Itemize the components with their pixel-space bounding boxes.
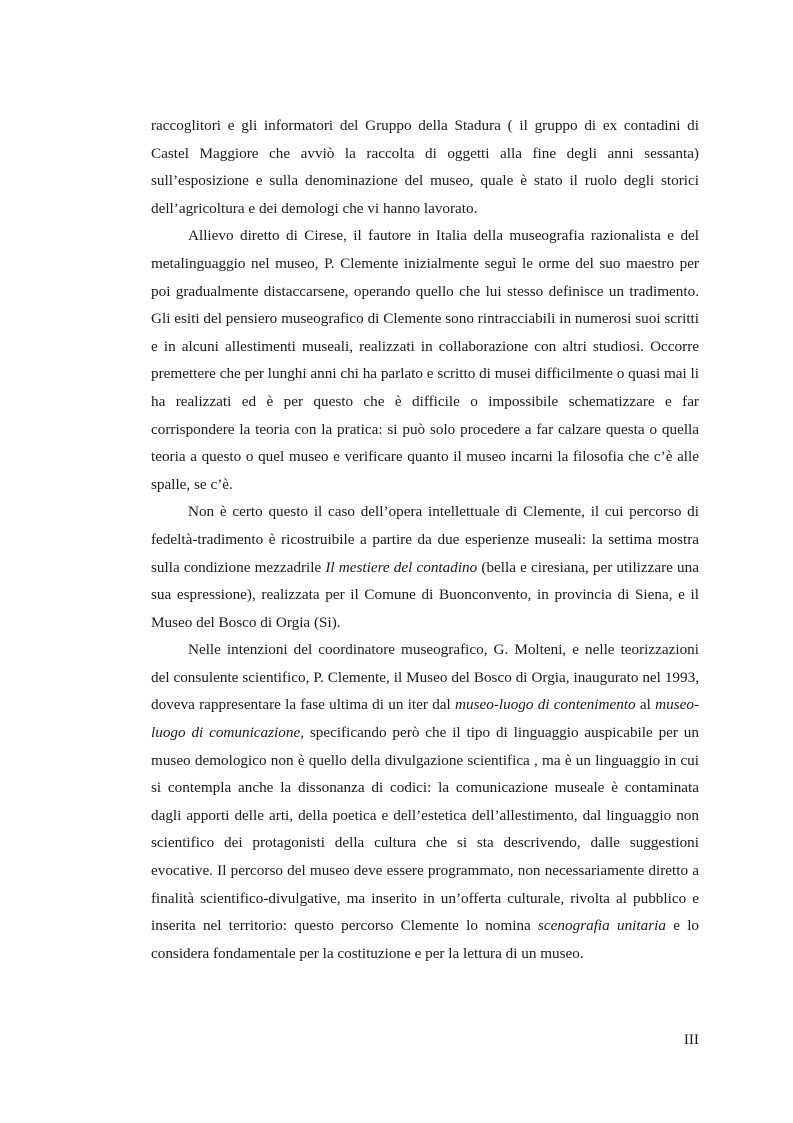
paragraph-4 [151,636,699,967]
paragraph-4-italic-scenografia: scenografia unitaria [538,917,666,935]
paragraph-1 [151,112,699,222]
paragraph-4-italic-comunicazione: museo-luogo di comunicazione [151,696,700,742]
paragraph-2-text: Allievo diretto di Cirese, il fautore in Italia della museografia razionalista e del metalinguaggio nel museo, P. Clemente inizialmente seguì le orme del suo maestro per poi gradualmente distaccarsene, operando quello che lui stesso definisce un tradimento. Gli esiti del pensiero museografico di Clemente sono rintracciabili in numerosi suoi scritti e in alcuni allestimenti museali, realizzati in collaborazione con altri studiosi. Occorre premettere che per lunghi anni chi ha parlato e scritto di musei difficilmente o quasi mai li ha realizzati ed è per questo che è difficile o impossibile schematizzare e far corrispondere la teoria con la pratica: si può solo procedere a far calzare questa o quella teoria a questo o quel museo e verificare quanto il museo incarni la filosofia che c’è alle spalle, se c’è. [151,227,699,493]
page-number: III [683,1031,699,1048]
paragraph-3-text-a: Non è certo questo il caso dell’opera intellettuale di Clemente, il cui percorso di fedeltà-tradimento è ricostruibile a partire da due esperienze museali: la settima mostra sulla condizione mezzadrile [151,503,699,576]
paragraph-3-italic-title: Il mestiere del contadino [325,558,478,576]
paragraph-2 [151,222,699,498]
page-body [151,112,699,967]
paragraph-3 [151,498,699,636]
paragraph-4-text-a: Nelle intenzioni del coordinatore museografico, G. Molteni, e nelle teorizzazioni del consulente scientifico, P. Clemente, il Museo del Bosco di Orgia, inaugurato nel 1993, doveva rappresentare la fase ultima di un iter dal [151,641,699,714]
paragraph-4-text-d: e lo considera fondamentale per la costituzione e per la lettura di un museo. [151,917,700,962]
paragraph-4-italic-contenimento: museo-luogo di contenimento [455,696,636,714]
paragraph-3-text-b: (bella e ciresiana, per utilizzare una sua espressione), realizzata per il Comune di Buonconvento, in provincia di Siena, e il Museo del Bosco di Orgia (Si). [151,558,699,631]
paragraph-4-text-b: al [635,696,656,714]
paragraph-1-text: raccoglitori e gli informatori del Gruppo della Stadura ( il gruppo di ex contadini di Castel Maggiore che avviò la raccolta di oggetti alla fine degli anni sessanta) sull’esposizione e sulla denominazione del museo, quale è stato il ruolo degli storici dell’agricoltura e dei demologi che vi hanno lavorato. [151,117,699,217]
paragraph-4-text-c: , specificando però che il tipo di linguaggio auspicabile per un museo demologico non è quello della divulgazione scientifica , ma è un linguaggio in cui si contempla anche la dissonanza di codici: la comunicazione museale è contaminata dagli apporti delle arti, della poetica e dell’estetica dell’allestimento, dal linguaggio non scientifico dei protagonisti della cultura che si sta descrivendo, dalle suggestioni evocative. Il percorso del museo deve essere programmato, non necessariamente diretto a finalità scientifico-divulgative, ma inserito in un’offerta culturale, rivolta al pubblico e inserita nel territorio: questo percorso Clemente lo nomina [151,724,699,935]
